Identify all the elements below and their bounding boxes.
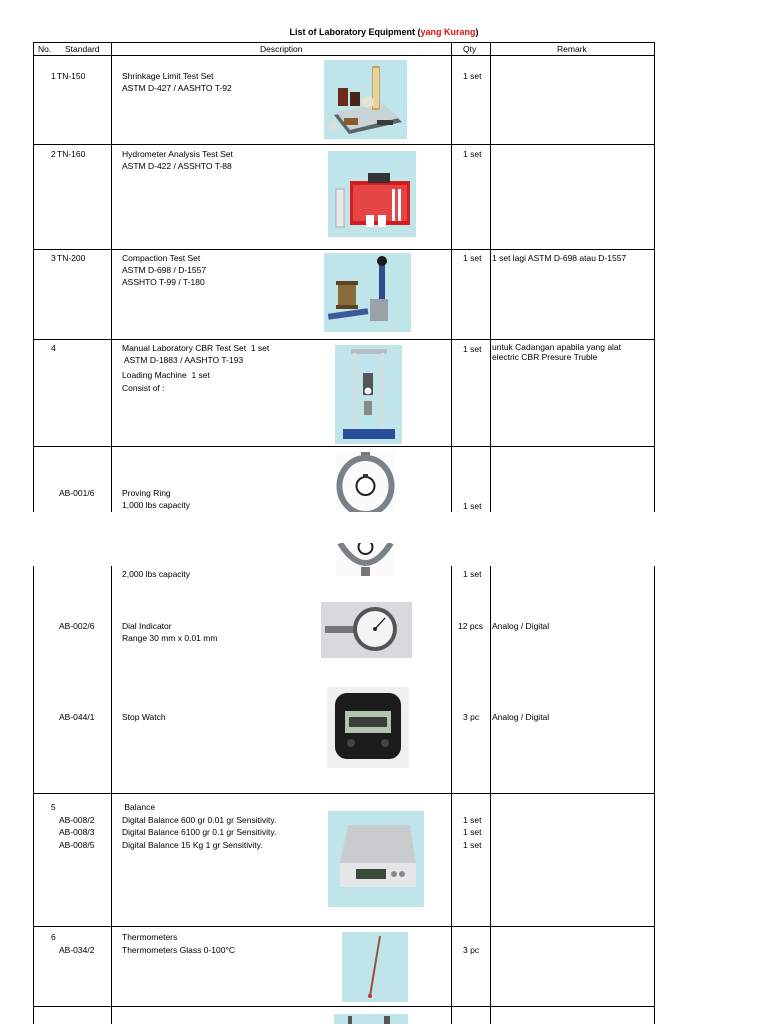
row-standard: TN-150 [57, 71, 86, 81]
digital-balance-photo [328, 811, 424, 907]
row-description-line: ASSHTO T-99 / T-180 [122, 277, 205, 287]
row-description-line: Digital Balance 600 gr 0.01 gr Sensitivity. [122, 815, 277, 825]
dial-indicator-photo [321, 602, 412, 658]
row-no: 1 [51, 71, 56, 81]
row-divider [33, 249, 654, 250]
row-description-line: Balance [122, 802, 156, 812]
row-description-line: Digital Balance 6100 gr 0.1 gr Sensitivity. [122, 827, 277, 837]
row-standard: TN-160 [57, 149, 86, 159]
row-qty: 3 pc [463, 712, 480, 722]
col-border [654, 566, 655, 1024]
row-qty: 1 set [463, 253, 482, 263]
row-remark-line: electric CBR Presure Truble [492, 352, 598, 362]
row-standard: AB-044/1 [59, 712, 95, 722]
row-description-line: 1,000 lbs capacity [122, 500, 191, 510]
row-qty: 1 set [463, 569, 482, 579]
row-divider [33, 793, 654, 794]
row-no: 5 [51, 802, 56, 812]
row-description-line: Manual Laboratory CBR Test Set 1 set [122, 343, 270, 353]
row-description-line: Dial Indicator [122, 621, 172, 631]
row-description-line: Shrinkage Limit Test Set [122, 71, 214, 81]
row-description-line: Proving Ring [122, 488, 171, 498]
stop-watch-photo [327, 687, 409, 768]
row-qty-line: 1 set [463, 840, 482, 850]
row-no: 4 [51, 343, 56, 353]
row-divider [33, 926, 654, 927]
thermometer-photo [342, 932, 408, 1002]
row-standard-line: AB-008/3 [59, 827, 95, 837]
row-divider [33, 446, 654, 447]
row-qty: 1 set [463, 149, 482, 159]
row-qty: 1 set [463, 501, 482, 511]
row-description-line: Thermometers Glass 0-100°C [122, 945, 235, 955]
row-standard: TN-200 [57, 253, 86, 263]
row-standard: AB-034/2 [59, 945, 95, 955]
col-border [33, 42, 34, 512]
row-standard: AB-001/6 [59, 488, 95, 498]
hydrometer-test-set-photo [328, 151, 416, 237]
row-standard-line: AB-008/5 [59, 840, 95, 850]
row-qty: 1 set [463, 71, 482, 81]
row-no: 2 [51, 149, 56, 159]
col-border [490, 566, 491, 1024]
header-description: Description [260, 44, 303, 54]
row-divider [33, 144, 654, 145]
table-top-border [33, 42, 654, 43]
row-description-line: Loading Machine 1 set [122, 370, 210, 380]
row-description-line: Consist of : [122, 383, 165, 393]
row-description-line: 2,000 lbs capacity [122, 569, 191, 579]
title-text: List of Laboratory Equipment ( [289, 27, 421, 37]
compaction-test-set-photo [324, 253, 411, 332]
row-qty-line: 1 set [463, 827, 482, 837]
row-description-line: ASTM D-1883 / AASHTO T-193 [122, 355, 244, 365]
row-remark-line: untuk Cadangan apabila yang alat [492, 342, 622, 352]
row-qty-line: 1 set [463, 815, 482, 825]
title-close: ) [475, 27, 479, 37]
row-description-line: Digital Balance 15 Kg 1 gr Sensitivity. [122, 840, 263, 850]
header-standard: Standard [65, 44, 100, 54]
row-qty: 3 pc [463, 945, 480, 955]
col-border [33, 566, 34, 1024]
header-no: No. [38, 44, 52, 54]
col-border [451, 566, 452, 1024]
row-no: 6 [51, 932, 56, 942]
header-remark: Remark [557, 44, 587, 54]
header-qty: Qty [463, 44, 477, 54]
col-border [490, 42, 491, 512]
volumetric-flask-photo [334, 1014, 408, 1024]
proving-ring-photo [336, 452, 395, 520]
row-description-line: Stop Watch [122, 712, 166, 722]
proving-ring-photo-continued [336, 543, 395, 576]
col-border [111, 42, 112, 512]
cbr-loading-machine-photo [335, 345, 402, 444]
row-remark: Analog / Digital [492, 621, 550, 631]
row-standard-line: AB-008/2 [59, 815, 95, 825]
row-divider [33, 1006, 654, 1007]
row-description-line: ASTM D-422 / ASSHTO T-88 [122, 161, 232, 171]
header-bottom-border [33, 55, 654, 56]
row-description-line: Compaction Test Set [122, 253, 201, 263]
col-border [451, 42, 452, 512]
row-description-line: Thermometers [122, 932, 178, 942]
row-qty: 12 pcs [458, 621, 484, 631]
col-border [111, 566, 112, 1024]
row-qty: 1 set [463, 344, 482, 354]
row-standard: AB-002/6 [59, 621, 95, 631]
row-remark: 1 set lagi ASTM D-698 atau D-1557 [492, 253, 627, 263]
col-border [654, 42, 655, 512]
row-description-line: ASTM D-698 / D-1557 [122, 265, 207, 275]
row-description-line: Hydrometer Analysis Test Set [122, 149, 233, 159]
row-description-line: Range 30 mm x 0.01 mm [122, 633, 218, 643]
row-remark: Analog / Digital [492, 712, 550, 722]
shrinkage-test-set-photo [324, 60, 407, 139]
row-divider [33, 339, 654, 340]
document-title [0, 27, 768, 37]
row-description-line: ASTM D-427 / AASHTO T-92 [122, 83, 232, 93]
title-highlight: yang Kurang [420, 27, 476, 37]
row-no: 3 [51, 253, 56, 263]
